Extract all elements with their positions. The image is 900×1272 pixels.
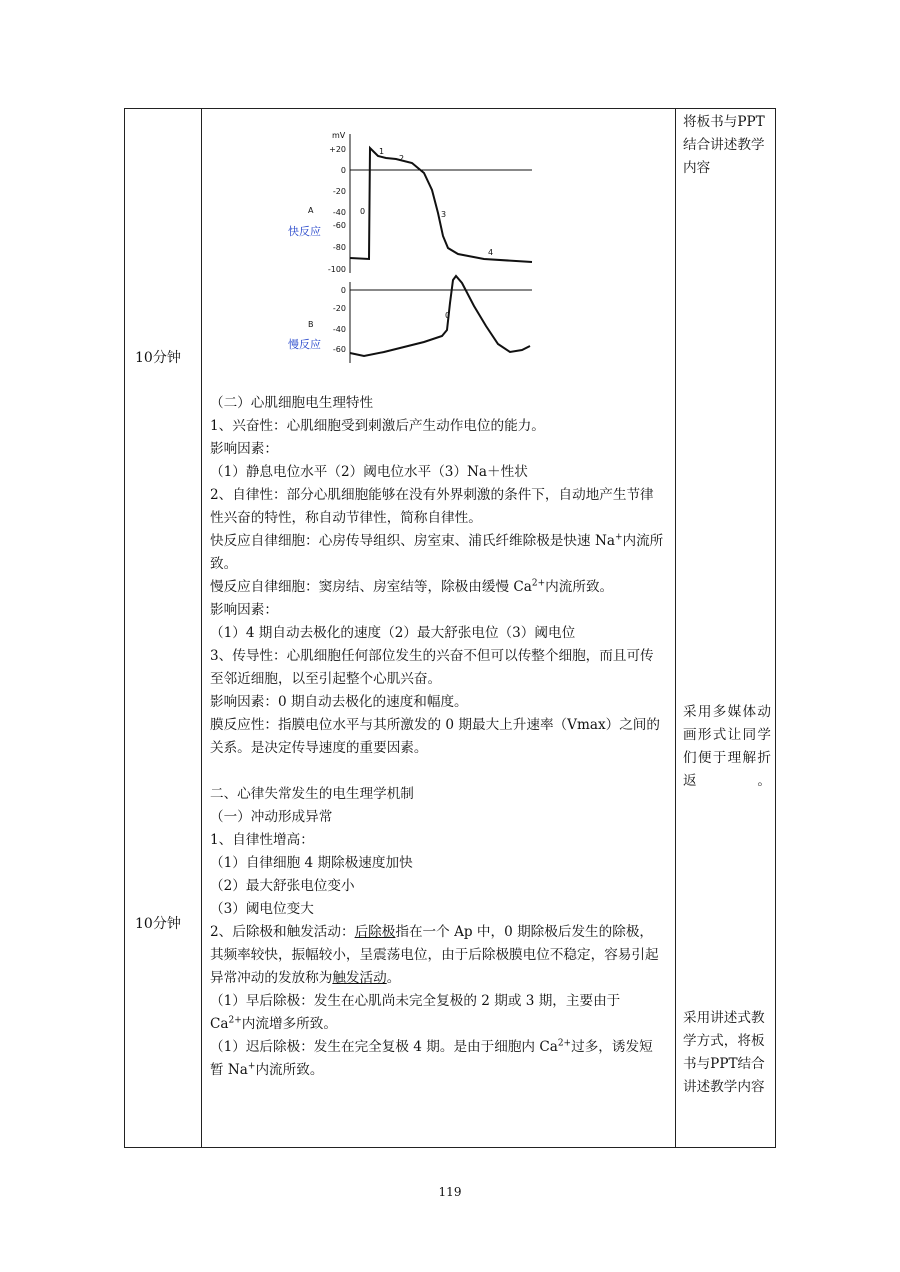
column-divider-time	[201, 109, 202, 1147]
slow-cells-text: 慢反应自律细胞：窦房结、房室结等，除极由缓慢 $Ca^{2+}$内流所致。	[210, 578, 614, 595]
conduct-factors: 影响因素：0 期自动去极化的速度和幅度。	[210, 694, 468, 710]
item-2: 2、后除极和触发活动：后除极指在一个 Ap 中，0 期除极后发生的除极，其频率较快，振幅较小，呈震荡电位，由于后除极膜电位不稳定，容易引起异常冲动的发放称为触发活动。	[210, 924, 659, 986]
section-heading: （二）心肌细胞电生理特性	[210, 395, 374, 411]
phase-a-4: 4	[488, 248, 494, 257]
tick-a-6: -100	[327, 265, 346, 274]
item-1: 1、自律性增高：	[210, 832, 314, 848]
tick-a-3: -40	[332, 208, 346, 217]
tick-a-2: -20	[332, 187, 346, 196]
main-content	[210, 392, 665, 1082]
action-potential-figure	[284, 128, 544, 363]
item-1-3: （3）阈电位变大	[210, 901, 314, 917]
tick-a-0: +20	[329, 145, 346, 154]
conductivity-text: 3、传导性：心肌细胞任何部位发生的兴奋不但可以传整个细胞，而且可传至邻近细胞，以至引起整个心肌兴奋。	[210, 648, 654, 687]
factors-label-2: 影响因素：	[210, 602, 278, 618]
note-1: 将板书与PPT结合讲述教学内容	[683, 114, 765, 176]
early-afterdepolarization: （1）早后除极：发生在心肌尚未完全复极的 2 期或 3 期，主要由于 $Ca^{2+}$内流增多所致。	[210, 993, 621, 1032]
panel-b-letter: B	[308, 320, 314, 329]
fast-cells-text: 快反应自律细胞：心房传导组织、房室束、浦氏纤维除极是快速 Na+内流所致。	[210, 532, 664, 572]
phase-a-1: 1	[379, 147, 385, 156]
note-2: 采用多媒体动画形式让同学们便于理解折返。	[683, 704, 771, 789]
tick-a-1: 0	[340, 166, 346, 175]
phase-b-0: 0	[445, 311, 451, 320]
tick-b-2: -40	[332, 325, 346, 334]
tick-b-1: -20	[332, 304, 346, 313]
panel-a-letter: A	[308, 206, 314, 215]
auto-factors: （1）4 期自动去极化的速度（2）最大舒张电位（3）阈电位	[210, 625, 576, 641]
tick-b-3: -60	[332, 345, 346, 354]
phase-a-2: 2	[399, 154, 405, 163]
item-1-1: （1）自律细胞 4 期除极速度加快	[210, 855, 413, 871]
time-cell-2: 10分钟	[135, 916, 181, 932]
excitability-factors: （1）静息电位水平（2）阈电位水平（3）Na＋性状	[210, 464, 528, 480]
phase-a-3: 3	[441, 210, 447, 219]
delayed-afterdepolarization: （1）迟后除极：发生在完全复极 4 期。是由于细胞内 $Ca^{2+}$过多，诱发短暂 Na+内流所致。	[210, 1038, 653, 1078]
autorhythmicity-text: 2、自律性：部分心肌细胞能够在没有外界刺激的条件下，自动地产生节律性兴奋的特性，称自动节律性，简称自律性。	[210, 487, 654, 526]
section2-heading: 二、心律失常发生的电生理学机制	[210, 786, 414, 802]
subheading-1: （一）冲动形成异常	[210, 809, 333, 825]
column-divider-notes	[675, 109, 676, 1147]
panel-a-label: 快反应	[288, 225, 321, 238]
tick-a-4: -60	[332, 221, 346, 230]
membrane-responsiveness-text: 膜反应性：指膜电位水平与其所激发的 0 期最大上升速率（Vmax）之间的关系。是决定传导速度的重要因素。	[210, 717, 660, 756]
factors-label: 影响因素：	[210, 441, 278, 457]
tick-a-5: -80	[332, 243, 346, 252]
excitability-text: 1、兴奋性：心肌细胞受到刺激后产生动作电位的能力。	[210, 418, 545, 434]
item-1-2: （2）最大舒张电位变小	[210, 878, 355, 894]
phase-a-0: 0	[360, 207, 366, 216]
note-3: 采用讲述式教学方式，将板书与PPT结合讲述教学内容	[683, 1010, 765, 1095]
unit-label: mV	[332, 131, 346, 140]
page-number: 119	[438, 1185, 462, 1199]
panel-b-label: 慢反应	[288, 338, 321, 351]
tick-b-0: 0	[340, 286, 346, 295]
time-cell-1: 10分钟	[135, 350, 181, 366]
